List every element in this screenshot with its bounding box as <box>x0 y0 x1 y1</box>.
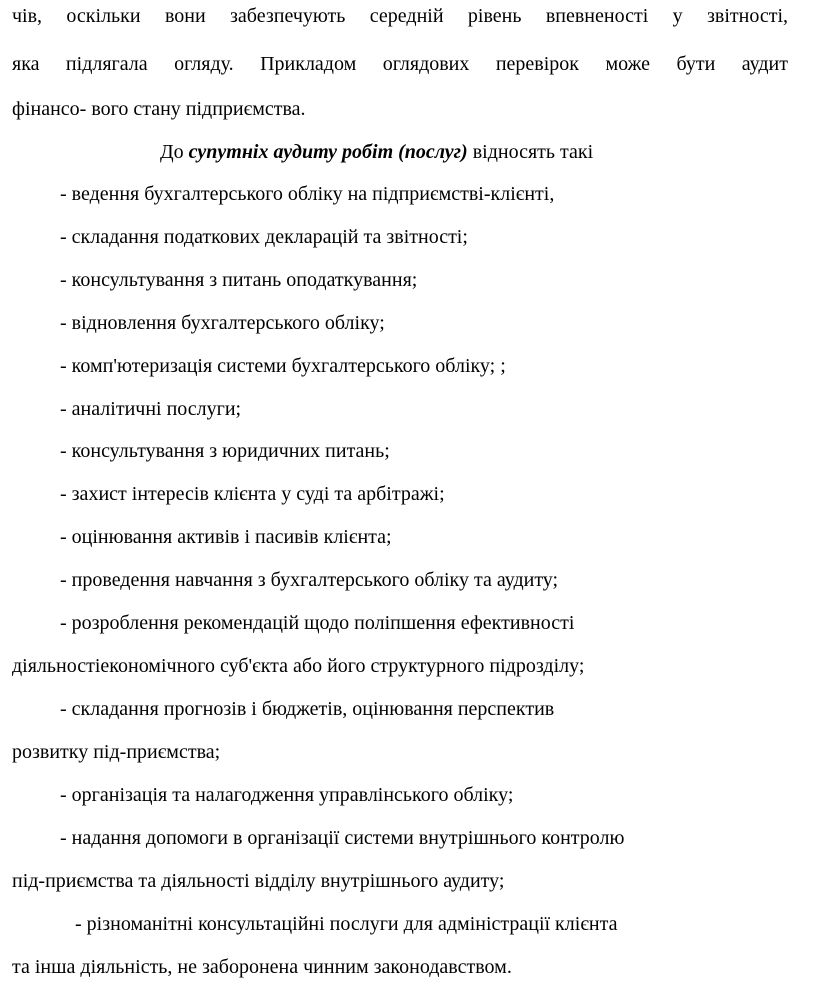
intro-line-2: яка підлягала огляду. Прикладом оглядових перевірок може бути аудит <box>12 53 788 75</box>
list-item: - складання податкових декларацій та звітності; <box>60 226 468 248</box>
list-item: - оцінювання активів і пасивів клієнта; <box>60 526 392 548</box>
list-item: - захист інтересів клієнта у суді та арбітражі; <box>60 483 445 505</box>
list-item-line-2: під-приємства та діяльності відділу внутрішнього аудиту; <box>12 870 505 892</box>
heading-suffix: відносять такі <box>467 141 594 163</box>
list-item: - відновлення бухгалтерського обліку; <box>60 312 385 334</box>
list-item-line-2: діяльностіекономічного суб'єкта або його структурного підрозділу; <box>12 655 585 677</box>
list-item: - організація та налагодження управлінського обліку; <box>60 784 514 806</box>
heading-emphasis: супутніх аудиту робіт (послуг) <box>188 141 468 163</box>
list-item: - проведення навчання з бухгалтерського обліку та аудиту; <box>60 569 559 591</box>
intro-line-3: фінансо- вого стану підприємства. <box>12 98 306 120</box>
list-item: - консультування з питань оподаткування; <box>60 269 418 291</box>
list-item: - комп'ютеризація системи бухгалтерського обліку; ; <box>60 355 506 377</box>
list-item-line-2: та інша діяльність, не заборонена чинним законодавством. <box>12 956 512 978</box>
list-item-line-1: - надання допомоги в організації системи внутрішнього контролю <box>60 827 625 849</box>
list-item: - консультування з юридичних питань; <box>60 440 390 462</box>
list-item-line-1: - різноманітні консультаційні послуги для адміністрації клієнта <box>75 913 618 935</box>
list-item: - аналітичні послуги; <box>60 398 242 420</box>
intro-line-1: чів, оскільки вони забезпечують середній рівень впевненості у звітності, <box>12 5 788 27</box>
list-item: - ведення бухгалтерського обліку на підприємстві-клієнті, <box>60 183 555 205</box>
list-item-line-1: - складання прогнозів і бюджетів, оцінювання перспектив <box>60 698 555 720</box>
list-item-line-1: - розроблення рекомендацій щодо поліпшення ефективності <box>60 612 575 634</box>
list-item-line-2: розвитку під-приємства; <box>12 741 221 763</box>
heading-prefix: До <box>160 141 189 163</box>
section-heading <box>160 140 593 164</box>
